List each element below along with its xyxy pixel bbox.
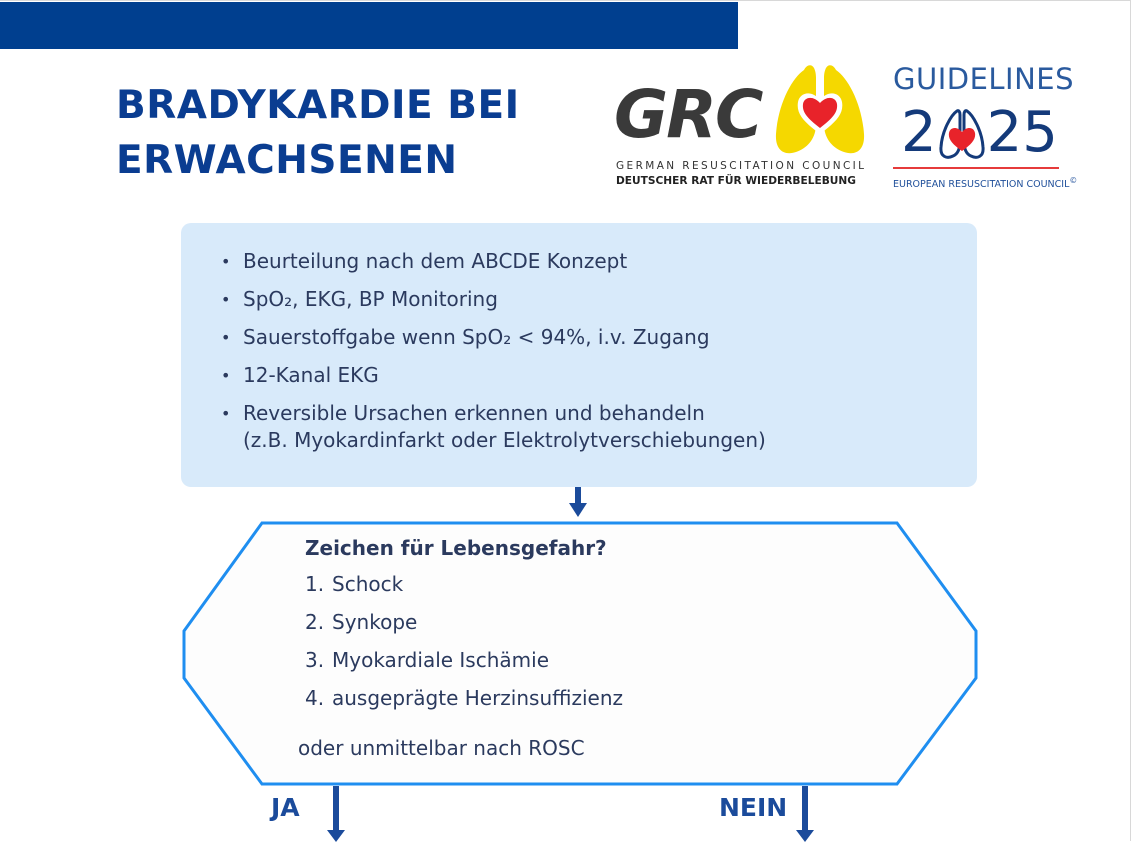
year-digit-5: 5 <box>1022 100 1058 165</box>
bullet-icon: • <box>221 290 231 309</box>
danger-sign-item <box>305 609 865 636</box>
assessment-item-text: SpO₂, EKG, BP Monitoring <box>243 287 498 311</box>
item-number: 2. <box>305 610 325 634</box>
assessment-item-text: Sauerstoffgabe wenn SpO₂ < 94%, i.v. Zugang <box>243 325 710 349</box>
danger-sign-item <box>305 571 865 598</box>
decision-footer: oder unmittelbar nach ROSC <box>298 736 585 760</box>
item-number: 1. <box>305 572 325 596</box>
danger-sign-item <box>305 647 865 674</box>
arrow-down-icon <box>796 786 814 842</box>
grc-letters: GRC <box>614 76 762 153</box>
decision-heading: Zeichen für Lebensgefahr? <box>305 536 607 560</box>
arrow-down-icon <box>569 487 587 517</box>
grc-org-name-de: DEUTSCHER RAT FÜR WIEDERBELEBUNG <box>616 175 856 187</box>
title-line-2: ERWACHSENEN <box>116 138 458 183</box>
assessment-item-text: Beurteilung nach dem ABCDE Konzept <box>243 249 628 273</box>
bullet-icon: • <box>221 404 231 423</box>
title-line-1: BRADYKARDIE BEI <box>116 83 520 128</box>
year-digit-2b: 2 <box>986 100 1023 165</box>
assessment-item-text: Reversible Ursachen erkennen und behandeln <box>243 401 705 425</box>
assessment-item-text: 12-Kanal EKG <box>243 363 379 387</box>
branch-no-label: NEIN <box>719 793 788 822</box>
item-text: Schock <box>332 572 404 596</box>
danger-signs-list <box>305 571 865 712</box>
decision-content <box>305 535 865 723</box>
assessment-item-detail: (z.B. Myokardinfarkt oder Elektrolytverschiebungen) <box>243 428 766 452</box>
item-text: ausgeprägte Herzinsuffizienz <box>332 686 623 710</box>
danger-sign-item <box>305 685 865 712</box>
grc-org-name-en: GERMAN RESUSCITATION COUNCIL <box>616 160 867 172</box>
bullet-icon: • <box>221 366 231 385</box>
item-number: 4. <box>305 686 325 710</box>
erc-label: EUROPEAN RESUSCITATION COUNCIL <box>893 179 1070 191</box>
item-text: Synkope <box>332 610 418 634</box>
year-digit-2: 2 <box>901 100 937 165</box>
bullet-icon: • <box>221 328 231 347</box>
bullet-icon: • <box>221 252 231 271</box>
item-number: 3. <box>305 648 325 672</box>
arrow-down-icon <box>327 786 345 842</box>
item-text: Myokardiale Ischämie <box>332 648 550 672</box>
copyright-mark: © <box>1069 176 1078 185</box>
guidelines-label: GUIDELINES <box>893 62 1075 96</box>
branch-yes-label: JA <box>271 793 300 822</box>
